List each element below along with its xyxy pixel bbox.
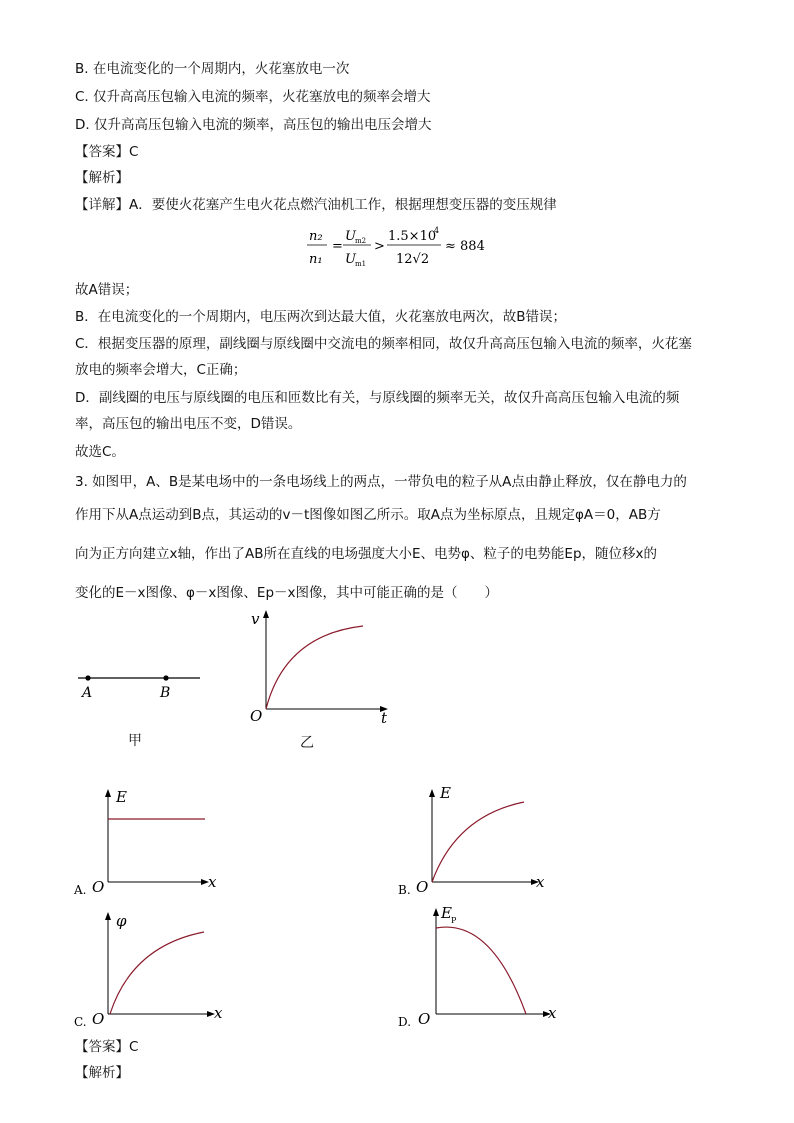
svg-text:=: = [332,239,343,254]
graph-a [72,784,232,899]
formula-den: 12√2 [396,252,430,267]
analysis-label-2: 【解析】 [75,1065,129,1081]
graph-b-curve [432,802,524,882]
caption-jia: 甲 [128,733,142,749]
point-b [163,675,168,680]
svg-text:P: P [451,916,457,925]
formula-approx: ≈ 884 [445,239,485,254]
figure-yi-vt [245,605,395,725]
svg-text:O: O [92,1010,105,1028]
svg-text:φ: φ [116,912,127,930]
formula-n2: n₂ [309,229,323,244]
svg-text:x: x [548,1004,557,1022]
detail-d-2: 率，高压包的输出电压不变，D错误。 [75,416,302,432]
q3-line-1: 3. 如图甲，A、B是某电场中的一条电场线上的两点，一带负电的粒子从A点由静止释放，仅在静电力的 [75,474,687,490]
option-c-label: C. [74,1015,87,1029]
vt-t: t [381,709,388,725]
analysis-label: 【解析】 [75,170,129,186]
detail-c-1: C．根据变压器的原理，副线圈与原线圈中交流电的频率相同，故仅升高高压包输入电流的频率，火花塞 [75,336,692,352]
option-b-label: B. [398,883,411,897]
svg-text:x: x [208,873,217,891]
q3-line-4: 变化的E－x图像、φ－x图像、Ep－x图像，其中可能正确的是（ ） [75,585,499,601]
q3-line-2: 作用下从A点运动到B点，其运动的v－t图像如图乙所示。取A点为坐标原点，且规定φA＝0，AB方 [75,507,661,523]
detail-b: B．在电流变化的一个周期内，电压两次到达最大值，火花塞放电两次，故B错误； [75,309,567,325]
svg-text:x: x [536,873,545,891]
detail-a-conclusion: 故A错误； [75,282,139,298]
formula-um2: U [345,229,356,244]
svg-text:E: E [441,904,452,922]
svg-text:O: O [416,878,429,896]
option-b: B. 在电流变化的一个周期内，火花塞放电一次 [75,61,350,77]
detail-d-1: D．副线圈的电压与原线圈的电压和匝数比有关，与原线圈的频率无关，故仅升高高压包输入电流的频 [75,390,680,406]
detail-a-intro: 【详解】A．要使火花塞产生电火花点燃汽油机工作，根据理想变压器的变压规律 [75,197,557,213]
figure-jia [70,660,210,705]
option-c: C. 仅升高高压包输入电流的频率，火花塞放电的频率会增大 [75,89,431,105]
graph-d [396,900,566,1031]
graph-c [72,906,232,1031]
transformer-formula [305,222,505,272]
formula-um2-sub: m2 [355,237,367,245]
svg-text:E: E [440,784,451,802]
label-b: B [160,685,171,701]
detail-choose: 故选C。 [75,444,125,460]
answer-label-2: 【答案】C [75,1039,139,1055]
svg-text:E: E [116,788,127,806]
formula-um1: U [345,252,356,267]
formula-um1-sub: m1 [355,260,367,268]
formula-num: 1.5×10 [388,229,437,244]
formula-num-exp: 4 [434,226,440,235]
svg-text:O: O [418,1010,431,1028]
formula-n1: n₁ [309,252,323,267]
caption-yi: 乙 [300,735,314,751]
graph-d-curve [436,927,526,1014]
detail-c-2: 放电的频率会增大，C正确； [75,362,247,378]
formula-gt: > [374,239,385,254]
graph-c-curve [110,932,204,1014]
vt-v: v [251,610,260,628]
option-d-label: D. [398,1015,412,1029]
point-a [85,675,90,680]
label-a: A [82,685,93,701]
option-d: D. 仅升高高压包输入电流的频率，高压包的输出电压会增大 [75,117,432,133]
vt-curve [266,626,363,709]
option-a-label: A. [74,883,87,897]
q3-line-3: 向为正方向建立x轴，作出了AB所在直线的电场强度大小E、电势φ、粒子的电势能Ep，随位移x的 [75,546,658,562]
answer-label: 【答案】C [75,144,139,160]
vt-o: O [250,707,263,725]
svg-text:x: x [214,1004,223,1022]
svg-text:O: O [92,878,105,896]
graph-b [396,784,556,899]
